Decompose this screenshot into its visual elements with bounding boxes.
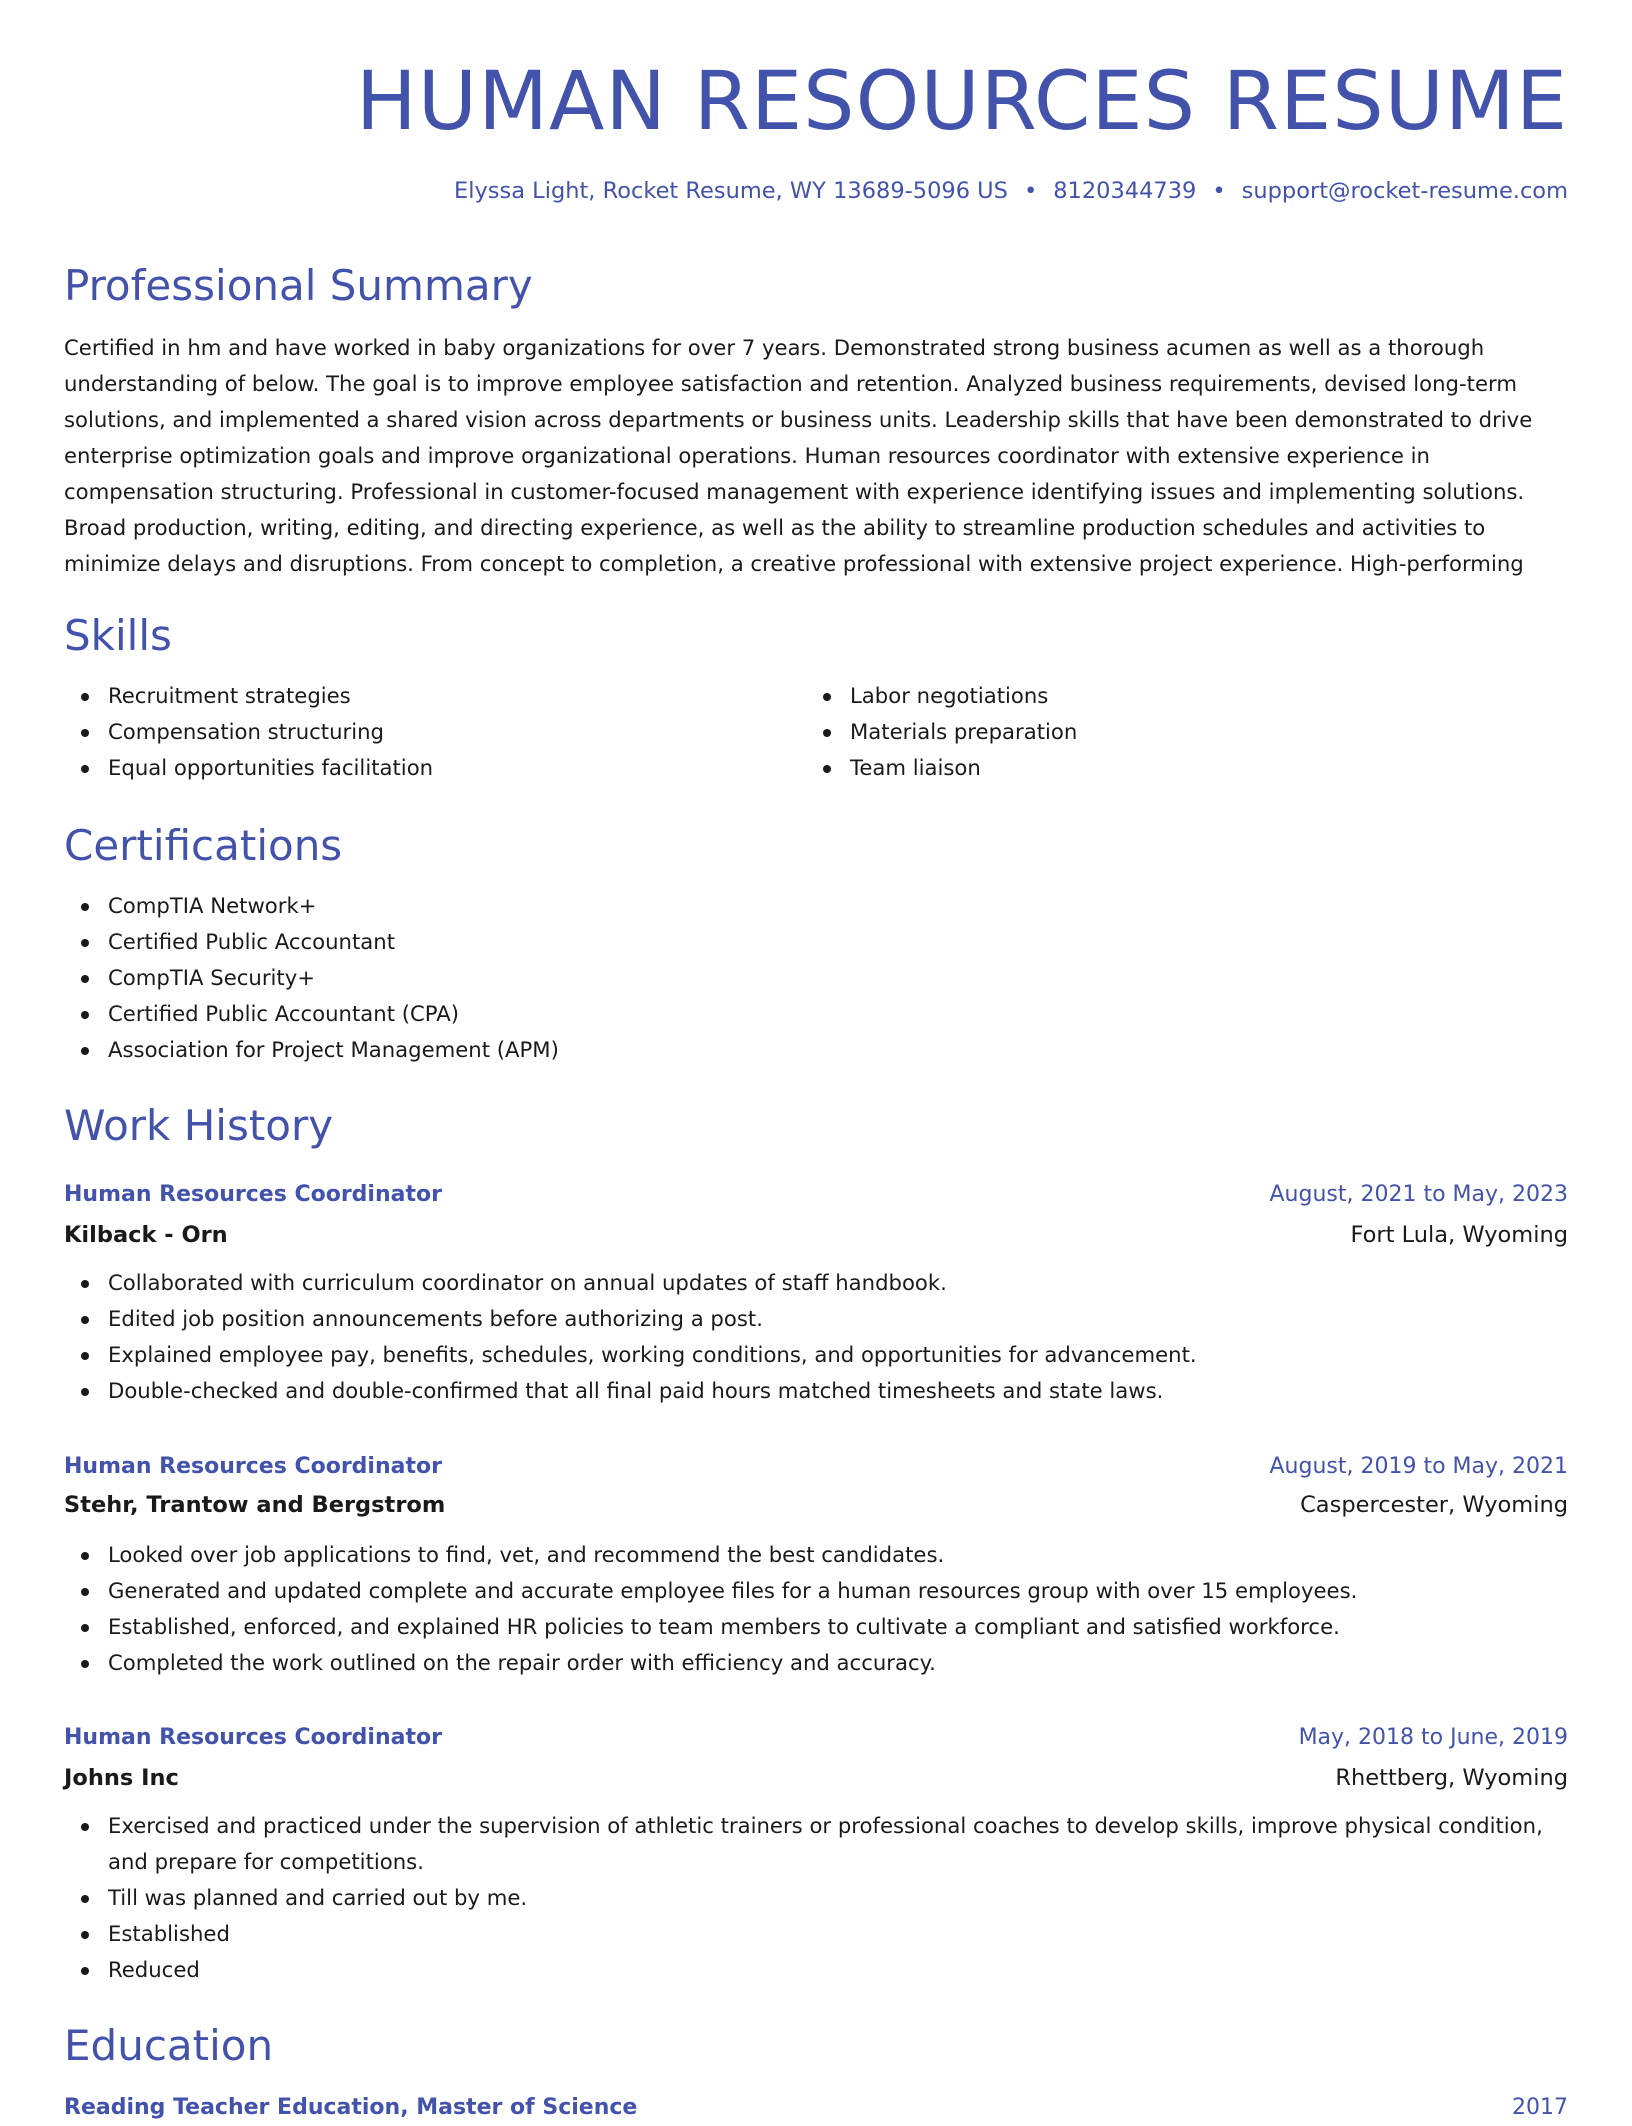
job-header: [64, 1449, 1568, 1485]
certification-item: CompTIA Network+: [64, 888, 1568, 924]
skill-item: Labor negotiations: [806, 678, 1548, 714]
skills-heading: Skills: [64, 611, 172, 660]
job-bullet: Collaborated with curriculum coordinator on annual updates of staff handbook.: [64, 1265, 1568, 1301]
job-location: Caspercester, Wyoming: [1300, 1492, 1568, 1518]
summary-text: Certified in hm and have worked in baby organizations for over 7 years. Demonstrated strong business acumen as well as a thorough understanding of below. The goal is to improve employee satisfaction and retention. Analyzed business requirements, devised long-term solutions, and implemented a shared vision across departments or business units. Leadership skills that have been demonstrated to drive enterprise optimization goals and improve organizational operations. Human resources coordinator with extensive experience in compensation structuring. Professional in customer-focused management with experience identifying issues and implementing solutions. Broad production, writing, editing, and directing experience, as well as the ability to streamline production schedules and activities to minimize delays and disruptions. From concept to completion, a creative professional with extensive project experience. High-performing: [64, 335, 1533, 576]
job-location: Rhettberg, Wyoming: [1335, 1765, 1568, 1791]
job-bullet-list: [64, 1265, 1568, 1409]
job-bullet: Generated and updated complete and accurate employee files for a human resources group with over 15 employees.: [64, 1573, 1568, 1609]
job-bullet: Reduced: [64, 1952, 1568, 1988]
skill-item: Recruitment strategies: [64, 678, 806, 714]
contact-separator: •: [1023, 178, 1038, 204]
education-entry-header: [64, 2090, 1568, 2126]
resume-page: [64, 0, 1568, 2120]
job-header: [64, 1720, 1568, 1756]
job-title: Human Resources Coordinator: [64, 1454, 442, 1479]
education-degree: Reading Teacher Education, Master of Science: [64, 2095, 638, 2120]
skill-item: Equal opportunities facilitation: [64, 750, 806, 786]
certifications-section: [64, 818, 1568, 1068]
resume-title: HUMAN RESOURCES RESUME: [355, 55, 1568, 149]
summary-heading: Professional Summary: [64, 261, 533, 310]
certification-item: Certified Public Accountant (CPA): [64, 996, 1568, 1032]
education-year: 2017: [1512, 2095, 1568, 2120]
job-title: Human Resources Coordinator: [64, 1725, 442, 1750]
certification-item: Association for Project Management (APM): [64, 1032, 1568, 1068]
job-company: Stehr, Trantow and Bergstrom: [64, 1492, 446, 1518]
job-entry: [64, 1720, 1568, 1988]
job-bullet: Edited job position announcements before authorizing a post.: [64, 1301, 1568, 1337]
job-bullet: Established: [64, 1916, 1568, 1952]
job-bullet: Till was planned and carried out by me.: [64, 1880, 1568, 1916]
job-bullet: Double-checked and double-confirmed that all final paid hours matched timesheets and state laws.: [64, 1373, 1568, 1409]
job-dates: August, 2019 to May, 2021: [1269, 1454, 1568, 1479]
job-dates: May, 2018 to June, 2019: [1298, 1725, 1568, 1750]
certification-item: CompTIA Security+: [64, 960, 1568, 996]
summary-section: [64, 258, 1568, 582]
education-heading: Education: [64, 2021, 274, 2070]
job-bullet: Established, enforced, and explained HR policies to team members to cultivate a compliant and satisfied workforce.: [64, 1609, 1568, 1645]
job-entry: [64, 1177, 1568, 1409]
job-title: Human Resources Coordinator: [64, 1182, 442, 1207]
job-bullet-list: [64, 1808, 1568, 1988]
job-dates: August, 2021 to May, 2023: [1269, 1182, 1568, 1207]
job-subheader: [64, 1217, 1568, 1253]
contact-separator: •: [1212, 178, 1226, 204]
job-subheader: [64, 1487, 1568, 1523]
job-entry: [64, 1449, 1568, 1681]
job-company: Johns Inc: [64, 1765, 179, 1791]
contact-email[interactable]: support@rocket-resume.com: [1241, 178, 1568, 204]
job-header: [64, 1177, 1568, 1213]
skills-grid: [64, 678, 1568, 786]
contact-address: Elyssa Light, Rocket Resume, WY 13689-5096 US: [453, 178, 1008, 204]
job-company: Kilback - Orn: [64, 1222, 228, 1248]
skills-section: [64, 608, 1568, 786]
skills-list-right: [806, 678, 1548, 786]
education-section: [64, 2018, 1568, 2126]
work-history-section: [64, 1098, 1568, 1154]
contact-line: [64, 176, 1568, 206]
job-bullet: Explained employee pay, benefits, schedules, working conditions, and opportunities for advancement.: [64, 1337, 1568, 1373]
job-bullet: Completed the work outlined on the repair order with efficiency and accuracy.: [64, 1645, 1568, 1681]
skills-list-left: [64, 678, 806, 786]
certifications-list: [64, 888, 1568, 1068]
skill-item: Materials preparation: [806, 714, 1548, 750]
job-subheader: [64, 1760, 1568, 1796]
skill-item: Team liaison: [806, 750, 1548, 786]
job-bullet: Exercised and practiced under the supervision of athletic trainers or professional coaches to develop skills, improve physical condition, and prepare for competitions.: [64, 1808, 1568, 1880]
work-history-heading: Work History: [64, 1101, 334, 1150]
certifications-heading: Certifications: [64, 821, 343, 870]
job-bullet: Looked over job applications to find, vet, and recommend the best candidates.: [64, 1537, 1568, 1573]
certification-item: Certified Public Accountant: [64, 924, 1568, 960]
job-bullet-list: [64, 1537, 1568, 1681]
contact-phone[interactable]: 8120344739: [1053, 178, 1197, 204]
job-location: Fort Lula, Wyoming: [1350, 1222, 1568, 1248]
skill-item: Compensation structuring: [64, 714, 806, 750]
